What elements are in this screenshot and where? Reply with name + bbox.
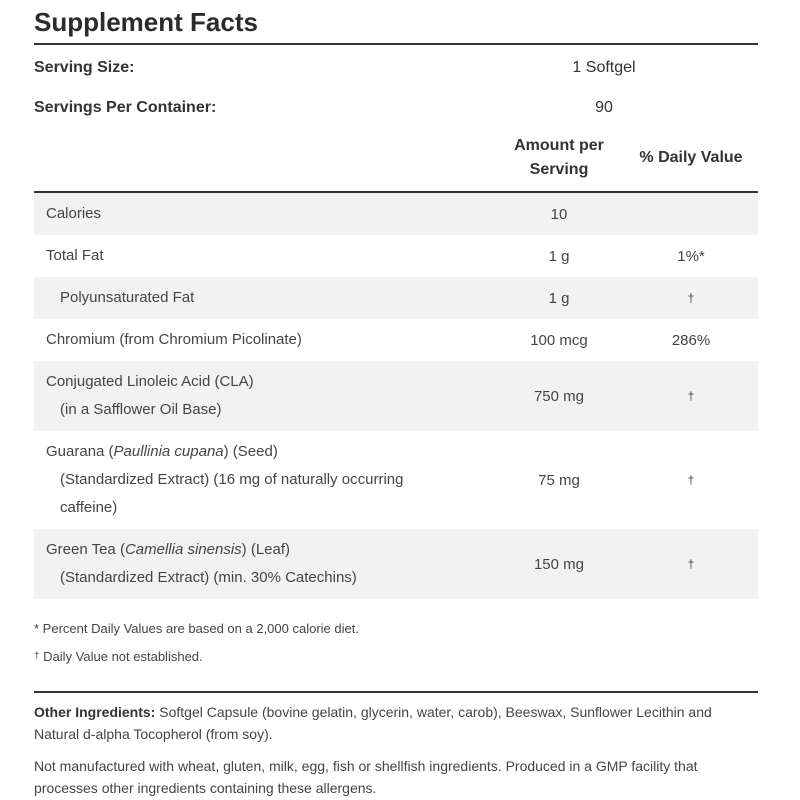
nutrient-row-guarana — [34, 431, 758, 529]
nutrient-name-line2: (Standardized Extract) (16 mg of naturally occurring — [60, 471, 404, 488]
panel-title: Supplement Facts — [34, 0, 758, 45]
nutrient-name: Total Fat — [46, 247, 104, 264]
serving-size-value: 1 Softgel — [572, 59, 636, 76]
nutrient-row-total-fat — [34, 235, 758, 277]
nutrient-daily-value: † — [687, 473, 695, 487]
nutrient-amount: 10 — [550, 205, 568, 223]
amount-header-line1: Amount per — [514, 137, 604, 154]
nutrient-name — [34, 536, 494, 592]
other-ingredients-label: Other Ingredients: — [34, 704, 156, 720]
nutrient-name-line1: Conjugated Linoleic Acid (CLA) — [46, 373, 254, 390]
nutrient-daily-value: † — [687, 389, 695, 403]
nutrient-name: Chromium (from Chromium Picolinate) — [46, 331, 302, 348]
daily-value-header: % Daily Value — [639, 149, 743, 166]
nutrient-daily-value: † — [687, 291, 695, 305]
serving-size-label: Serving Size: — [34, 59, 135, 76]
allergen-statement: Not manufactured with wheat, gluten, milk, egg, fish or shellfish ingredients. Produced in a GMP facility that processes other ingredients containing these allergens. — [34, 758, 698, 796]
section-divider — [34, 691, 758, 693]
nutrient-name — [34, 438, 494, 522]
footnotes — [34, 615, 758, 671]
nutrient-name-line2: (Standardized Extract) (min. 30% Catechins) — [60, 569, 357, 586]
percent-daily-footnote: * Percent Daily Values are based on a 2,000 calorie diet. — [34, 621, 359, 636]
column-header — [34, 125, 758, 193]
nutrient-amount: 150 mg — [533, 555, 585, 573]
nutrient-row-cla — [34, 361, 758, 431]
nutrient-daily-value: 286% — [671, 331, 711, 349]
nutrient-amount: 100 mcg — [530, 331, 588, 349]
nutrient-name-line2: (in a Safflower Oil Base) — [60, 401, 222, 418]
supplement-facts-panel — [34, 0, 758, 799]
nutrient-amount: 1 g — [548, 289, 570, 307]
nutrient-daily-value: † — [687, 557, 695, 571]
nutrient-name-line1: Guarana (Paullinia cupana) (Seed) — [46, 443, 278, 460]
nutrient-row-green-tea — [34, 529, 758, 599]
other-ingredients-text: Softgel Capsule (bovine gelatin, glycerin, water, carob), Beeswax, Sunflower Lecithin and Natural d-alpha Tocopherol (from soy). — [34, 704, 712, 742]
servings-per-container-label: Servings Per Container: — [34, 99, 217, 116]
nutrient-name-line3: caffeine) — [60, 499, 118, 516]
amount-per-serving-header — [494, 134, 624, 182]
dagger-symbol: † — [34, 651, 40, 662]
nutrient-name: Calories — [46, 205, 102, 222]
nutrient-row-chromium — [34, 319, 758, 361]
nutrient-amount: 75 mg — [538, 471, 580, 489]
amount-header-line2: Serving — [529, 161, 589, 178]
nutrient-name: Polyunsaturated Fat — [60, 289, 195, 306]
servings-per-container-row — [34, 91, 758, 125]
dagger-footnote-text: Daily Value not established. — [39, 649, 203, 664]
nutrient-amount: 750 mg — [533, 387, 585, 405]
servings-per-container-value: 90 — [595, 99, 613, 116]
other-ingredients — [34, 701, 758, 745]
nutrient-row-polyunsaturated-fat — [34, 277, 758, 319]
nutrient-daily-value: 1%* — [677, 247, 705, 265]
dagger-footnote — [34, 643, 758, 671]
nutrient-name — [34, 368, 494, 424]
nutrient-amount: 1 g — [548, 247, 570, 265]
nutrient-name-line1: Green Tea (Camellia sinensis) (Leaf) — [46, 541, 291, 558]
serving-size-row — [34, 45, 758, 91]
nutrient-row-calories — [34, 193, 758, 235]
